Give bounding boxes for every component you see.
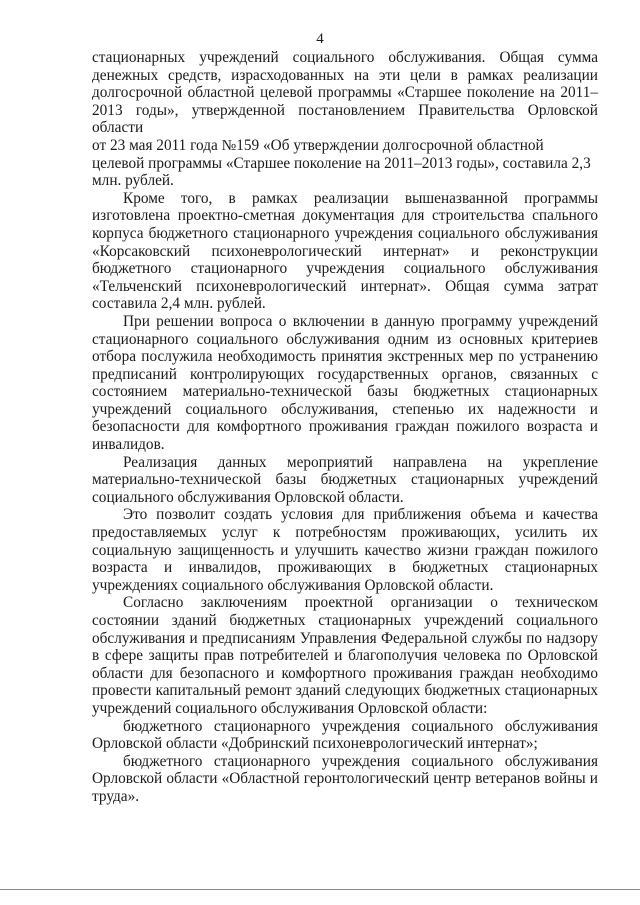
paragraph-service-quality: Это позволит создать условия для приближения объема и качества предоставляемых услуг к потребностям проживающих, усилить их социальную защищенность и улучшить качество жизни граждан пожилого возраста и инвалидов, проживающих в бюджетных стационарных учреждениях социального обслуживания Орловской области. [92, 506, 598, 594]
page-number: 4 [316, 31, 324, 47]
paragraph-repair-requirement: Согласно заключениям проектной организации о техническом состоянии зданий бюджетных стационарных учреждений социального обслуживания и предписаниям Управления Федеральной службы по надзору в сфере защиты прав потребителей и благополучия человека по Орловской области для безопасного и комфортного проживания граждан необходимо провести капитальный ремонт зданий следующих бюджетных стационарных учреждений социального обслуживания Орловской области: [92, 594, 598, 717]
page-bottom-rule [0, 889, 640, 890]
list-item-gerontology-center: бюджетного стационарного учреждения социального обслуживания Орловской области «Областной геронтологический центр ветеранов войны и труда». [92, 752, 598, 805]
paragraph-selection-criteria: При решении вопроса о включении в данную программу учреждений стационарного социального обслуживания одним из основных критериев отбора послужила необходимость принятия экстренных мер по устранению предписаний контролирующих государственных органов, связанных с состоянием материально-технической базы бюджетных стационарных учреждений социального обслуживания, степенью их надежности и безопасности для комфортного проживания граждан пожилого возраста и инвалидов. [92, 312, 598, 454]
paragraph-project-documentation: Кроме того, в рамках реализации вышеназванной программы изготовлена проектно-сметная документация для строительства спального корпуса бюджетного стационарного учреждения социального обслуживания «Корсаковский психоневрологический интернат» и реконструкции бюджетного стационарного учреждения социального обслуживания «Тельченский психоневрологический интернат». Общая сумма затрат составила 2,4 млн. рублей. [92, 189, 598, 313]
paragraph-resolution-reference: от 23 мая 2011 года №159 «Об утверждении долгосрочной областной целевой программы «Старшее поколение на 2011–2013 годы», составила 2,3 млн. рублей. [92, 136, 591, 190]
list-item-dobrinsky: бюджетного стационарного учреждения социального обслуживания Орловской области «Добринский психоневрологический интернат»; [92, 717, 598, 753]
document-body [92, 49, 598, 806]
paragraph-continuation: стационарных учреждений социального обслуживания. Общая сумма денежных средств, израсходованных на эти цели в рамках реализации долгосрочной областной целевой программы «Старшее поколение на 2011–2013 годы», утвержденной постановлением Правительства Орловской области [92, 49, 598, 137]
paragraph-measures-goal: Реализация данных мероприятий направлена на укрепление материально-технической базы бюджетных стационарных учреждений социального обслуживания Орловской области. [92, 453, 598, 506]
